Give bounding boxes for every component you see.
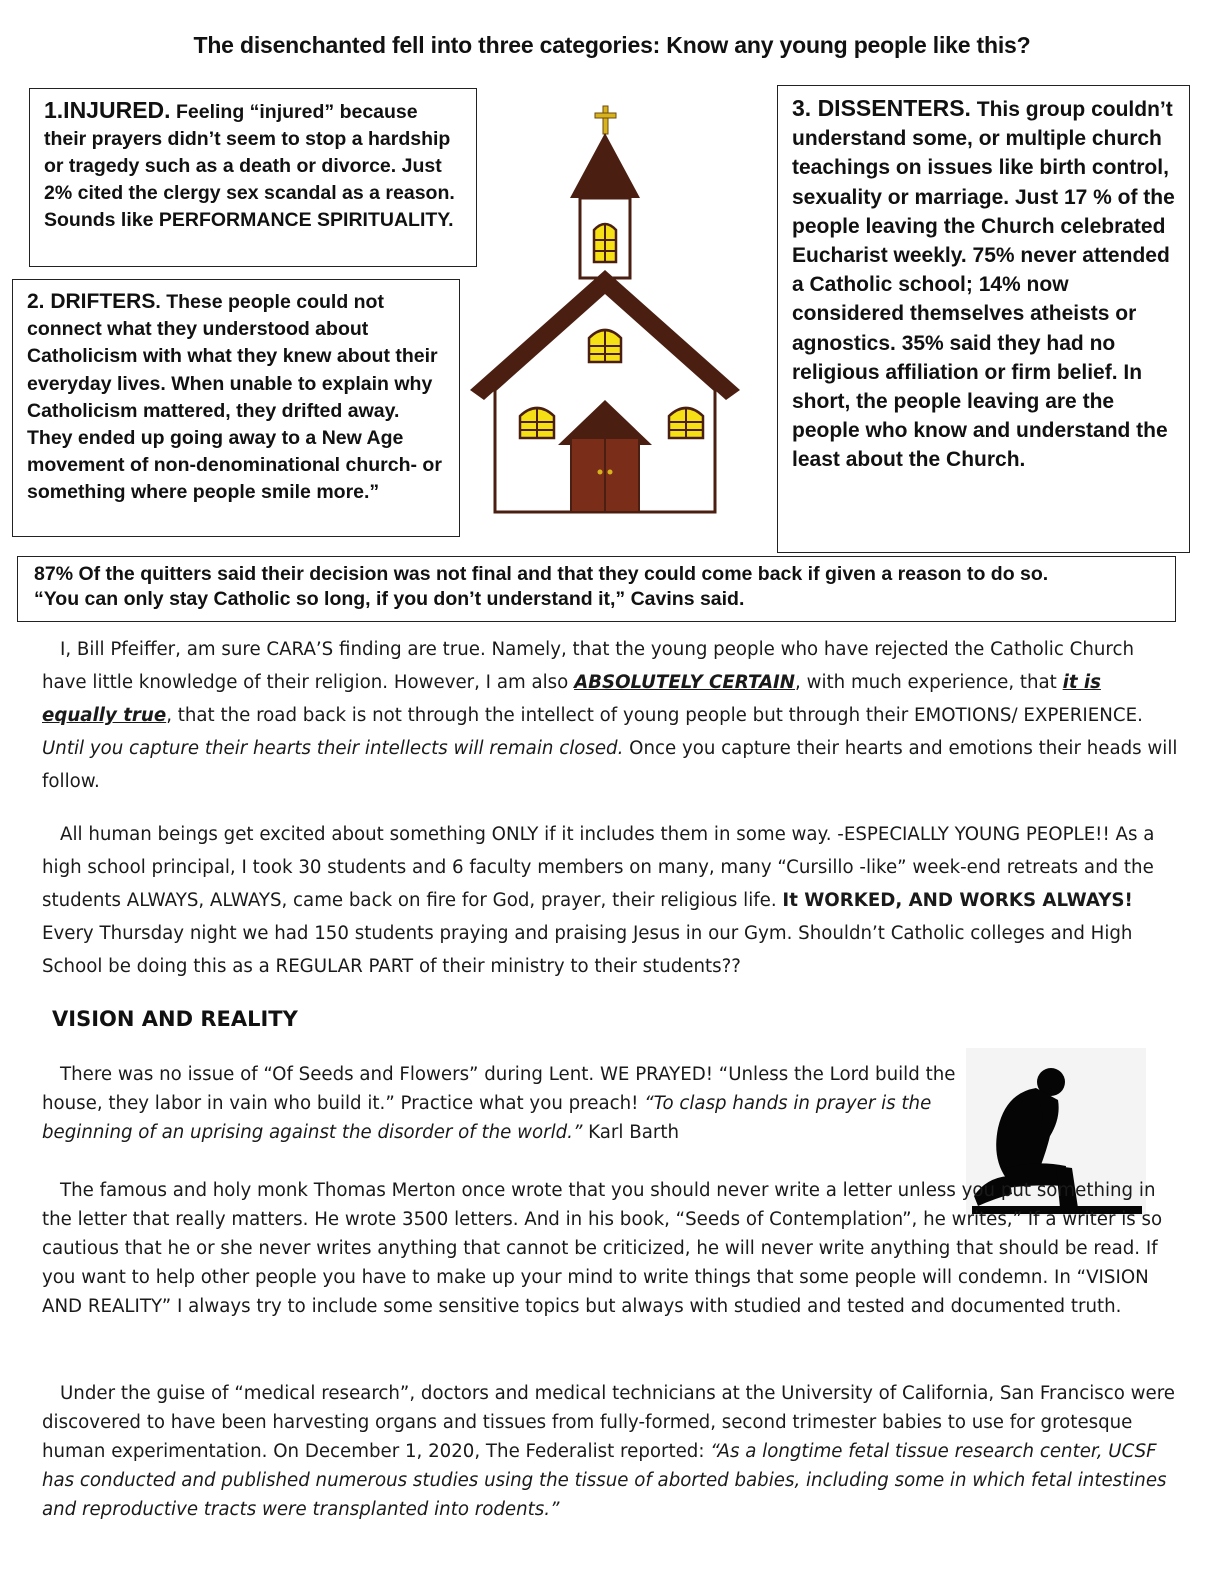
dissenters-text: This group couldn’t understand some, or multiple church teachings on issues like birth control, sexuality or marriage. Just 17 % of the people leaving the Church celebrated Eucharist weekly. 75% never attended a Catholic school; 14% now considered themselves atheists or agnostics. 35% said they had no religious affiliation or firm belief. In short, the people leaving are the people who know and understand the least about the Church.: [792, 98, 1175, 472]
para1-emphasis-true: it is equally true: [42, 672, 1101, 726]
paragraph-merton: [42, 1176, 1182, 1321]
paragraph-retreats: [42, 818, 1182, 983]
quitters-line-1: 87% Of the quitters said their decision was not final and that they could come back if given a reason to do so.: [34, 563, 1049, 585]
para1-emphasis-certain: ABSOLUTELY CERTAIN: [574, 672, 796, 693]
para5-quote-federalist: “As a longtime fetal tissue research center, UCSF has conducted and published numerous studies using the tissue of aborted babies, including some in which fetal intestines and reproductive tracts were transplanted into rodents.”: [42, 1441, 1167, 1520]
paragraph-we-prayed: [42, 1060, 962, 1147]
para4-text: The famous and holy monk Thomas Merton once wrote that you should never write a letter unless you put something in the letter that really matters. He wrote 3500 letters. And in his book, “Seeds of Contemplation”, he writes,” If a writer is so cautious that he or she never writes anything that cannot be criticized, he will never write anything that should be read. If you want to help other people you have to make up your mind to write things that some people will condemn. In “VISION AND REALITY” I always try to include some sensitive topics but always with studied and tested and documented truth.: [42, 1180, 1163, 1317]
para5-text-a: Under the guise of “medical research”, doctors and medical technicians at the University of California, San Francisco were discovered to have been harvesting organs and tissues from fully-formed, second trimester babies to use for grotesque human experimentation. On December 1, 2020, The Federalist reported:: [42, 1383, 1175, 1462]
para1-text-a: I, Bill Pfeiffer, am sure CARA’S finding are true. Namely, that the young people who have rejected the Catholic Church have little knowledge of their religion. However, I am also: [42, 639, 1134, 693]
paragraph-ucsf: [42, 1379, 1182, 1524]
para3-quote-barth: “To clasp hands in prayer is the beginning of an uprising against the disorder of the world.”: [42, 1093, 932, 1143]
para1-text-e: , that the road back is not through the intellect of young people but through their EMOTIONS/ EXPERIENCE.: [166, 705, 1143, 726]
para2-bold-worked: It WORKED, AND WORKS ALWAYS!: [782, 890, 1133, 911]
quitters-box: [17, 556, 1176, 622]
quitters-line-2: “You can only stay Catholic so long, if you don’t understand it,” Cavins said.: [34, 588, 745, 610]
section-heading: VISION AND REALITY: [52, 1007, 298, 1031]
para1-text-g: Once you capture their hearts and emotions their heads will follow.: [42, 738, 1178, 792]
church-illustration: [470, 100, 770, 530]
para1-text-c: , with much experience, that: [795, 672, 1063, 693]
drifters-text: . These people could not connect what they understood about Catholicism with what they knew about their everyday lives. When unable to explain why Catholicism mattered, they drifted away. They ended up going away to a New Age movement of non-denominational church- or something where people smile more.”: [27, 291, 442, 504]
dissenters-box: [777, 85, 1190, 553]
page-title: The disenchanted fell into three categories: Know any young people like this?: [193, 32, 1031, 58]
injured-text: Feeling “injured” because their prayers didn’t seem to stop a hardship or tragedy such as a death or divorce. Just 2% cited the clergy sex scandal as a reason. Sounds like PERFORMANCE SPIRITUALITY.: [44, 101, 455, 231]
para3-attribution: Karl Barth: [582, 1122, 679, 1143]
injured-box: [29, 88, 477, 267]
para2-text-c: Every Thursday night we had 150 students praying and praising Jesus in our Gym. Shouldn’t Catholic colleges and High School be doing this as a REGULAR PART of their ministry to their students??: [42, 923, 1133, 977]
drifters-heading: 2. DRIFTERS: [27, 290, 156, 313]
drifters-box: [12, 279, 460, 537]
paragraph-cara-findings: [42, 633, 1182, 798]
dissenters-heading: 3. DISSENTERS.: [792, 95, 971, 121]
para3-text-a: There was no issue of “Of Seeds and Flowers” during Lent. WE PRAYED! “Unless the Lord build the house, they labor in vain who build it.” Practice what you preach!: [42, 1064, 956, 1114]
para2-text-a: All human beings get excited about something ONLY if it includes them in some way. -ESPECIALLY YOUNG PEOPLE!! As a high school principal, I took 30 students and 6 faculty members on many, many “Cursillo -like” week-end retreats and the students ALWAYS, ALWAYS, came back on fire for God, prayer, their religious life.: [42, 824, 1155, 911]
injured-heading: 1.INJURED.: [44, 97, 171, 123]
para1-italic-hearts: Until you capture their hearts their intellects will remain closed.: [42, 738, 624, 759]
